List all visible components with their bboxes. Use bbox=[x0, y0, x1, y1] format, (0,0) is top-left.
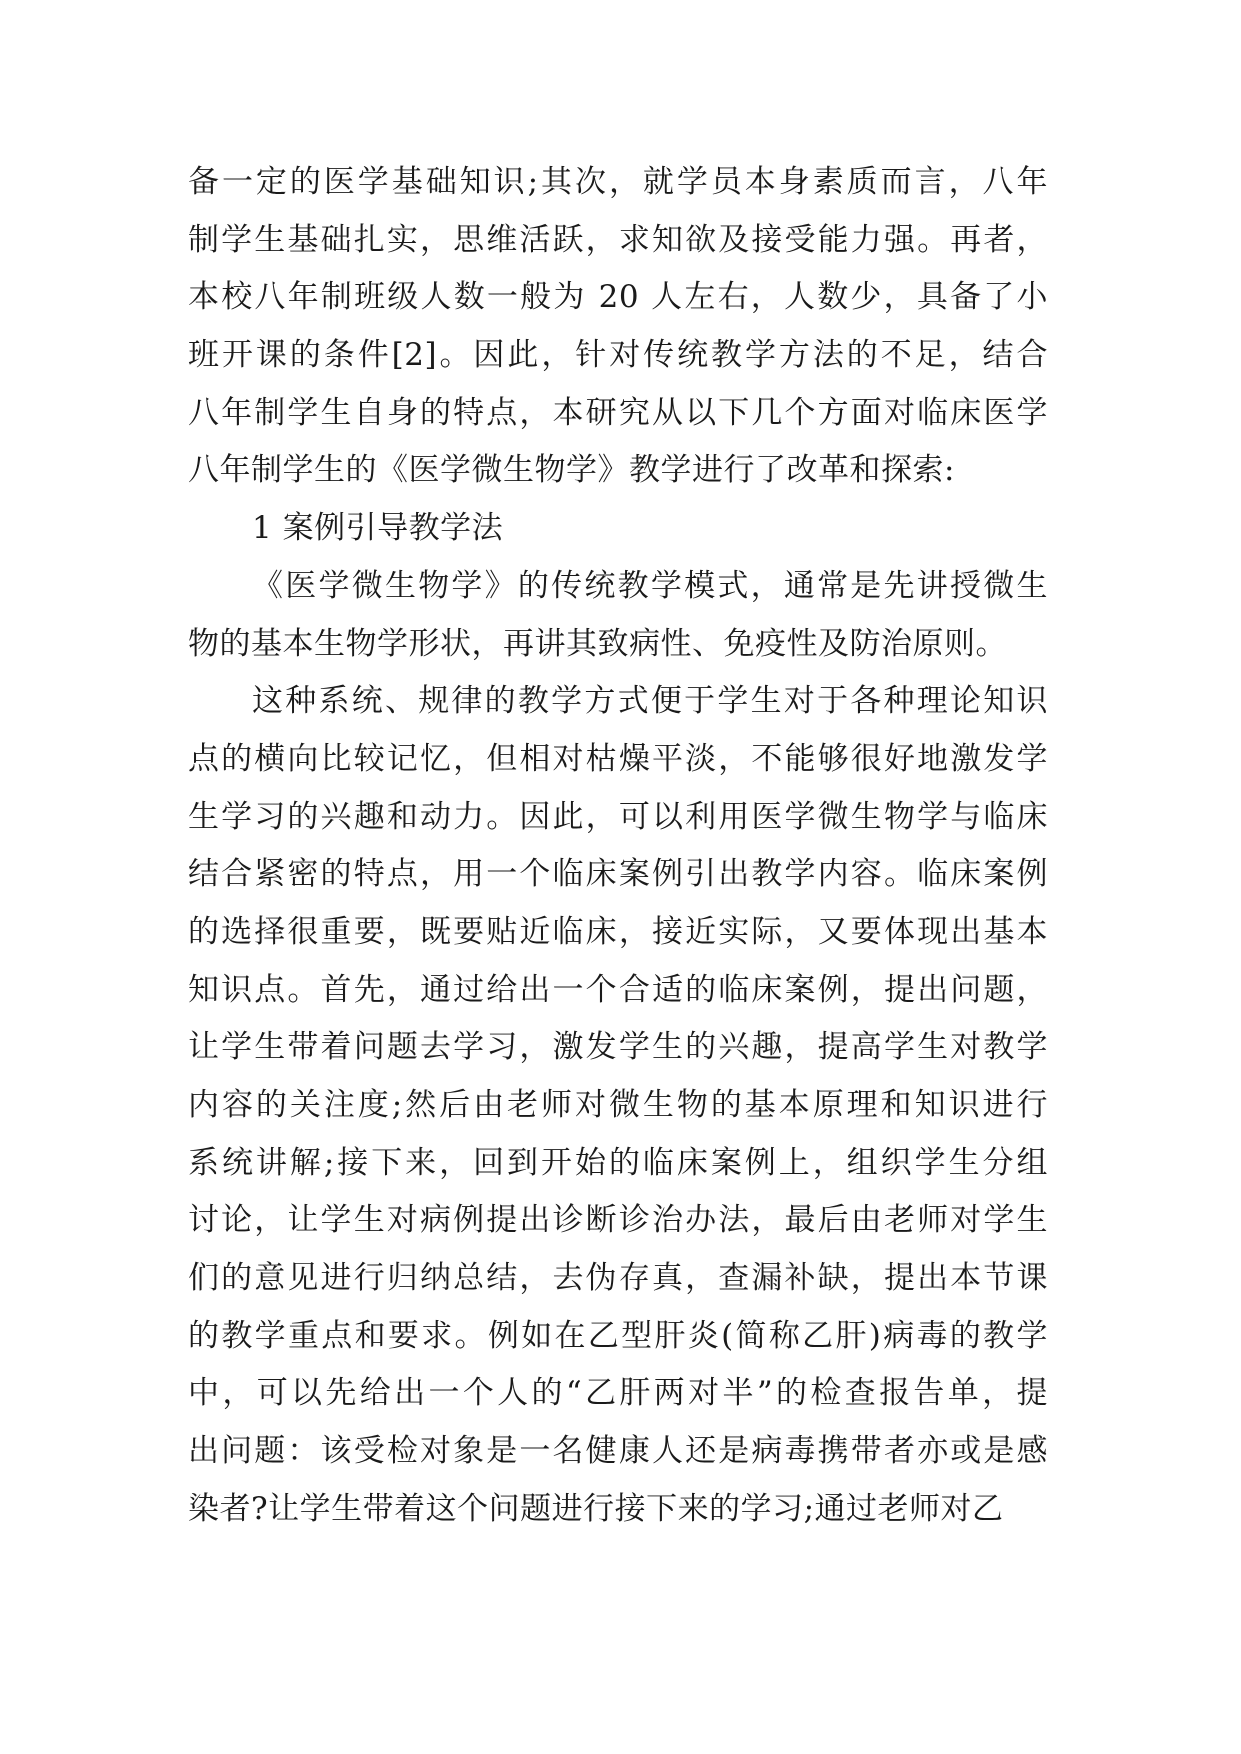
text-line: 本校八年制班级人数一般为 20 人左右，人数少，具备了小 bbox=[188, 279, 1048, 316]
section-heading: 1 案例引导教学法 bbox=[252, 510, 504, 547]
text-line: 物的基本生物学形状，再讲其致病性、免疫性及防治原则。 bbox=[188, 625, 1007, 662]
text-line: 班开课的条件[2]。因此，针对传统教学方法的不足，结合 bbox=[188, 337, 1048, 374]
text-line: 生学习的兴趣和动力。因此，可以利用医学微生物学与临床 bbox=[188, 798, 1048, 835]
text-line: 八年制学生自身的特点，本研究从以下几个方面对临床医学 bbox=[188, 394, 1048, 431]
text-line: 结合紧密的特点，用一个临床案例引出教学内容。临床案例 bbox=[188, 856, 1048, 893]
text-line: 内容的关注度;然后由老师对微生物的基本原理和知识进行 bbox=[188, 1087, 1048, 1123]
text-line: 《医学微生物学》的传统教学模式，通常是先讲授微生 bbox=[252, 567, 1048, 604]
text-line: 这种系统、规律的教学方式便于学生对于各种理论知识 bbox=[252, 683, 1048, 720]
text-line: 染者?让学生带着这个问题进行接下来的学习;通过老师对乙 bbox=[188, 1490, 1004, 1527]
body-text bbox=[188, 154, 1048, 1539]
text-line: 点的横向比较记忆，但相对枯燥平淡，不能够很好地激发学 bbox=[188, 740, 1048, 777]
text-line: 们的意见进行归纳总结，去伪存真，查漏补缺，提出本节课 bbox=[188, 1260, 1048, 1297]
text-line: 制学生基础扎实，思维活跃，求知欲及接受能力强。再者， bbox=[188, 221, 1048, 258]
text-line: 系统讲解;接下来，回到开始的临床案例上，组织学生分组 bbox=[188, 1144, 1048, 1181]
text-line: 的教学重点和要求。例如在乙型肝炎(简称乙肝)病毒的教学 bbox=[188, 1317, 1048, 1354]
text-line: 出问题：该受检对象是一名健康人还是病毒携带者亦或是感 bbox=[188, 1433, 1048, 1470]
text-line: 八年制学生的《医学微生物学》教学进行了改革和探索: bbox=[188, 452, 955, 489]
text-line: 的选择很重要，既要贴近临床，接近实际，又要体现出基本 bbox=[188, 913, 1048, 950]
text-line: 知识点。首先，通过给出一个合适的临床案例，提出问题， bbox=[188, 971, 1048, 1008]
text-line: 让学生带着问题去学习，激发学生的兴趣，提高学生对教学 bbox=[188, 1029, 1048, 1066]
text-line: 中，可以先给出一个人的“乙肝两对半”的检查报告单，提 bbox=[188, 1375, 1048, 1412]
text-line: 讨论，让学生对病例提出诊断诊治办法，最后由老师对学生 bbox=[188, 1202, 1048, 1239]
text-line: 备一定的医学基础知识;其次，就学员本身素质而言，八年 bbox=[188, 164, 1048, 200]
